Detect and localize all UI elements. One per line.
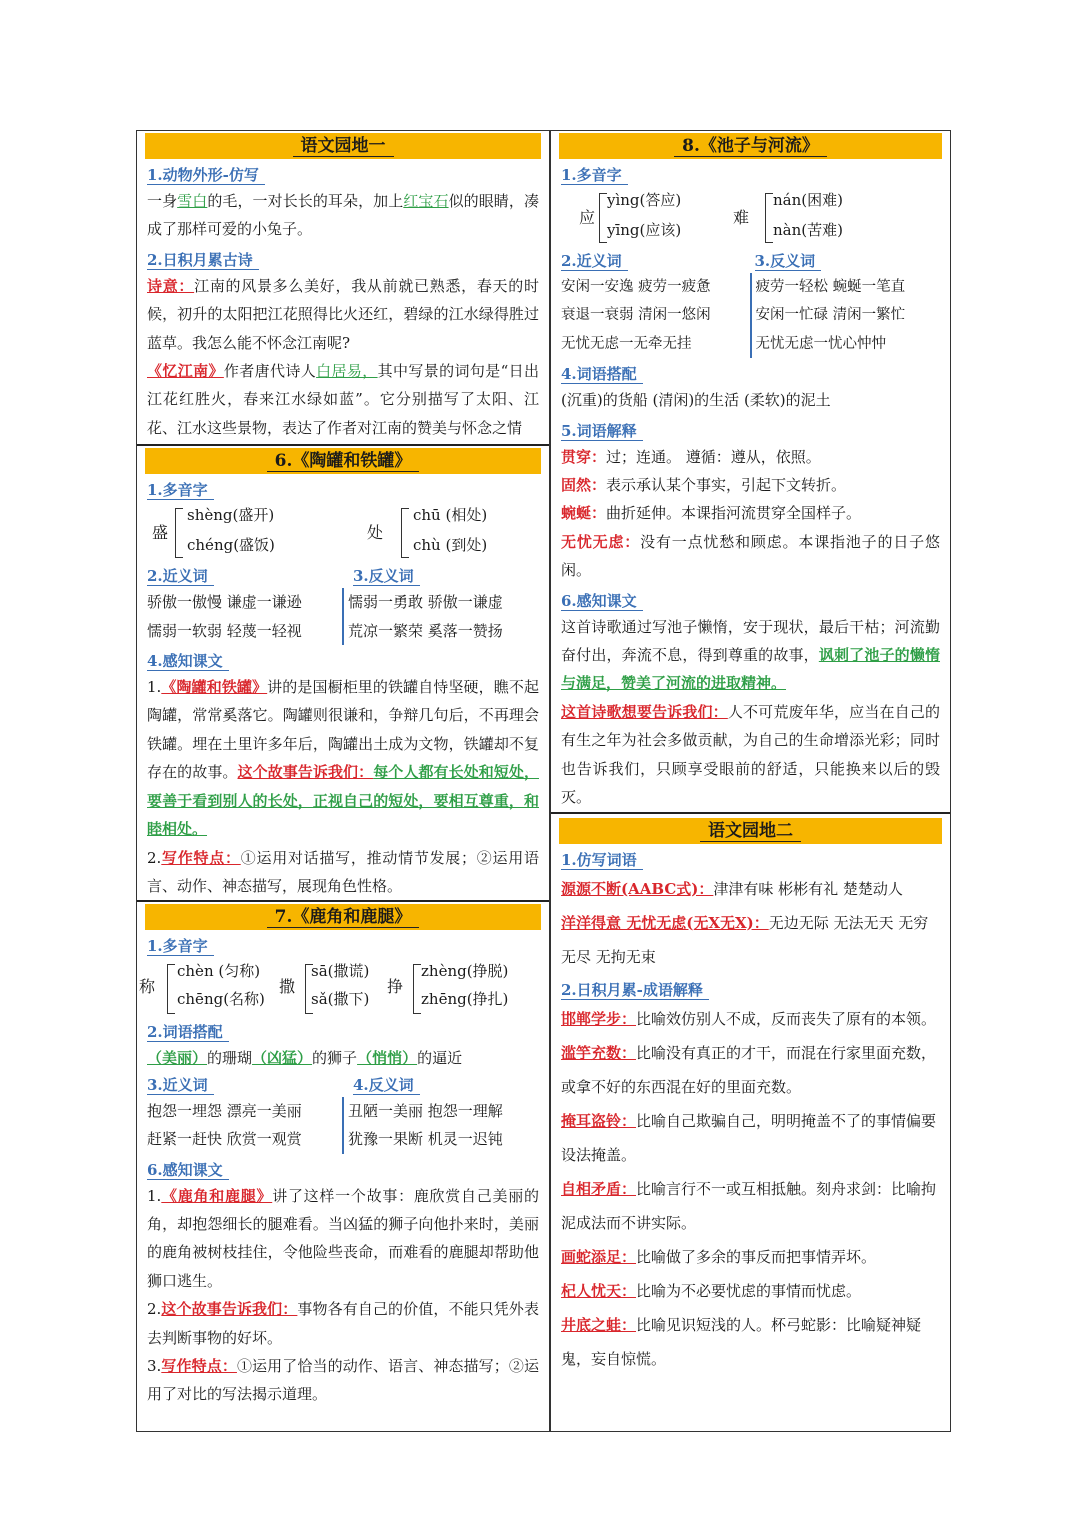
polyphone-char: 处	[367, 523, 384, 543]
text-summary: 1.《鹿角和鹿腿》讲了这样一个故事：鹿欣赏自己美丽的角，却抱怨细长的腿难看。当凶猛的狮子向他扑来时，美丽的鹿角被树枝挂住，令他险些丧命，而难看的鹿腿却帮助他狮口逃生。	[147, 1186, 539, 1290]
subheading: 1.动物外形-仿写	[147, 163, 539, 187]
subheading: 6.感知课文	[561, 589, 940, 613]
subheading: 1.仿写词语	[561, 848, 940, 872]
subheading: 6.感知课文	[147, 1158, 539, 1182]
reading: nàn(苦难)	[773, 221, 843, 239]
idiom-definition: 画蛇添足：比喻做了多余的事反而把事情弄坏。	[561, 1247, 877, 1266]
polyphone-group	[561, 187, 940, 249]
idiom-definition: 自相矛盾：比喻言行不一或互相抵触。刻舟求剑：比喻拘泥成法而不讲实际。	[561, 1179, 937, 1232]
synonyms: 安闲一安逸 疲劳一疲惫 衰退一衰弱 清闲一悠闲 无忧无虑一无牵无挂	[561, 279, 711, 352]
definition: 贯穿：过；连通。 遵循：遵从，依照。	[561, 447, 821, 466]
reading: sā(撒谎)	[311, 962, 370, 981]
subheading: 2.日积月累古诗	[147, 248, 539, 272]
polyphone-char: 称	[139, 977, 156, 997]
left-column	[137, 131, 549, 1431]
word-pairs	[147, 588, 539, 645]
idiom-definition: 杞人忧天：比喻为不必要忧虑的事情而忧虑。	[561, 1281, 862, 1300]
section-separator	[137, 444, 549, 446]
polyphone-group	[147, 502, 539, 564]
polyphone-char: 挣	[387, 977, 404, 997]
brace	[599, 193, 607, 243]
section-title: 7.《鹿角和鹿腿》	[145, 904, 541, 930]
polyphone-char: 盛	[152, 523, 169, 543]
antonyms: 懦弱一勇敢 骄傲一谦虚 荒凉一繁荣 奚落一赞扬	[348, 593, 503, 640]
subheading: 4.感知课文	[147, 649, 539, 673]
idiom-definition: 邯郸学步：比喻效仿别人不成，反而丧失了原有的本领。	[561, 1009, 937, 1028]
antonyms: 疲劳一轻松 蜿蜒一笔直 安闲一忙碌 清闲一繁忙 无忧无虑一忧心忡忡	[755, 279, 906, 352]
brace	[413, 964, 421, 1014]
polyphone-char: 难	[733, 208, 750, 227]
subheading: 1.多音字	[147, 478, 539, 502]
subheading: 2.日积月累-成语解释	[561, 978, 940, 1002]
imitation-words: 洋洋得意 无忧无虑(无X无X)：无边无际 无法无天 无穷无尽 无拘无束	[561, 913, 929, 966]
definition: 蜿蜒：曲折延伸。本课指河流贯穿全国样子。	[561, 504, 862, 523]
definition: 无忧无虑：没有一点忧愁和顾虑。本课指池子的日子悠闲。	[561, 532, 940, 580]
word-matching: (沉重)的货船 (清闲)的生活 (柔软)的泥土	[561, 391, 831, 410]
right-column	[551, 131, 950, 1431]
subheading-row: 3.近义词 4.反义词	[147, 1073, 539, 1097]
reading: zhēng(挣扎)	[421, 990, 509, 1009]
pair-divider	[750, 273, 752, 358]
section-separator	[137, 900, 549, 902]
reading: shèng(盛开)	[187, 506, 275, 525]
reading: yìng(答应)	[607, 191, 682, 209]
reading: chū (相处)	[413, 506, 488, 525]
pair-divider	[342, 1097, 344, 1154]
reading: chēng(名称)	[177, 990, 265, 1009]
section-title: 语文园地一	[145, 133, 541, 159]
idiom-definition: 滥竽充数：比喻没有真正的才干，而混在行家里面充数，或拿不好的东西混在好的里面充数。	[561, 1043, 937, 1096]
section-title: 6.《陶罐和铁罐》	[145, 448, 541, 474]
reading: sǎ(撒下)	[311, 990, 370, 1009]
subheading-row: 2.近义词 3.反义词	[147, 564, 539, 588]
reading: yīng(应该)	[607, 221, 682, 239]
writing-feature: 2.写作特点：①运用对话描写，推动情节发展；②运用语言、动作、神态描写，展现角色性格。	[147, 848, 539, 895]
polyphone-char: 应	[579, 208, 596, 227]
section-garden-one	[137, 133, 549, 446]
word-pairs	[561, 273, 940, 358]
brace	[765, 193, 773, 243]
word-pairs	[147, 1097, 539, 1154]
reading: chéng(盛饭)	[187, 536, 275, 555]
polyphone-group	[139, 958, 539, 1016]
poem-meaning: 诗意：江南的风景多么美好，我从前就已熟悉，春天的时候，初升的太阳把江花照得比火还红，碧绿的江水绿得胜过蓝草。我怎么能不怀念江南呢?	[147, 276, 539, 352]
story-lesson: 2.这个故事告诉我们：事物各有自己的价值，不能只凭外表去判断事物的好坏。	[147, 1300, 539, 1347]
word-matching: （美丽）的珊瑚（凶猛）的狮子（悄悄）的逼近	[147, 1049, 463, 1068]
reading: nán(困难)	[773, 191, 843, 209]
notes-sheet	[136, 130, 951, 1432]
brace	[167, 964, 175, 1014]
reading: zhèng(挣脱)	[421, 962, 509, 981]
subheading: 4.词语搭配	[561, 362, 940, 386]
section-lesson-8	[551, 133, 950, 814]
brace	[401, 508, 409, 558]
section-separator	[551, 812, 950, 814]
subheading: 1.多音字	[561, 163, 940, 187]
imitation-words: 源源不断(AABC式)：津津有味 彬彬有礼 楚楚动人	[561, 879, 903, 898]
section-garden-two	[551, 818, 950, 1376]
brace	[175, 508, 183, 558]
subheading: 1.多音字	[147, 934, 539, 958]
idiom-definition: 井底之蛙：比喻见识短浅的人。杯弓蛇影：比喻疑神疑鬼，妄自惊慌。	[561, 1315, 922, 1368]
subheading-row: 2.近义词 3.反义词	[561, 249, 940, 273]
text-summary: 1.《陶罐和铁罐》讲的是国橱柜里的铁罐自恃坚硬，瞧不起陶罐，常常奚落它。陶罐则很谦和，争辩几句后，不再理会铁罐。埋在土里许多年后，陶罐出土成为文物，铁罐却不复存在的故事。这个故事告诉我们：每个人都有长处和短处，要善于看到别人的长处，正视自己的短处，要相互尊重，和睦相处。	[147, 678, 539, 839]
writing-feature: 3.写作特点：①运用了恰当的动作、语言、神态描写；②运用了对比的写法揭示道理。	[147, 1356, 539, 1404]
section-title: 8.《池子与河流》	[559, 133, 942, 159]
synonyms: 抱怨一埋怨 漂亮一美丽 赶紧一赶快 欣赏一观赏	[147, 1101, 302, 1149]
subheading: 5.词语解释	[561, 419, 940, 443]
reading: chù (到处)	[413, 536, 488, 555]
reading: chèn (匀称)	[177, 962, 261, 981]
subheading: 2.词语搭配	[147, 1020, 539, 1044]
text-summary: 这首诗歌通过写池子懒惰，安于现状，最后干枯；河流勤奋付出，奔流不息，得到尊重的故事，讽刺了池子的懒惰与满足，赞美了河流的进取精神。	[561, 617, 940, 693]
antonyms: 丑陋一美丽 抱怨一理解 犹豫一果断 机灵一迟钝	[348, 1101, 503, 1149]
section-lesson-6	[137, 448, 549, 902]
synonyms: 骄傲一傲慢 谦虚一谦逊 懦弱一软弱 轻蔑一轻视	[147, 593, 302, 640]
definition: 固然：表示承认某个事实，引起下文转折。	[561, 476, 847, 495]
idiom-definition: 掩耳盗铃：比喻自己欺骗自己，明明掩盖不了的事情偏要设法掩盖。	[561, 1111, 937, 1164]
imitation-text: 一身雪白的毛，一对长长的耳朵，加上红宝石似的眼睛，凑成了那样可爱的小兔子。	[147, 192, 539, 239]
polyphone-char: 撒	[279, 977, 296, 997]
section-lesson-7	[137, 904, 549, 1408]
poem-intro: 《忆江南》作者唐代诗人白居易，其中写景的词句是“日出江花红胜火，春来江水绿如蓝”。它分别描写了太阳、江花、江水这些景物，表达了作者对江南的赞美与怀念之情	[147, 362, 539, 437]
poem-lesson: 这首诗歌想要告诉我们：人不可荒废年华，应当在自己的有生之年为社会多做贡献，为自己的生命增添光彩；同时也告诉我们，只顾享受眼前的舒适，只能换来以后的毁灭。	[561, 702, 940, 807]
section-title: 语文园地二	[559, 818, 942, 844]
pair-divider	[342, 588, 344, 645]
